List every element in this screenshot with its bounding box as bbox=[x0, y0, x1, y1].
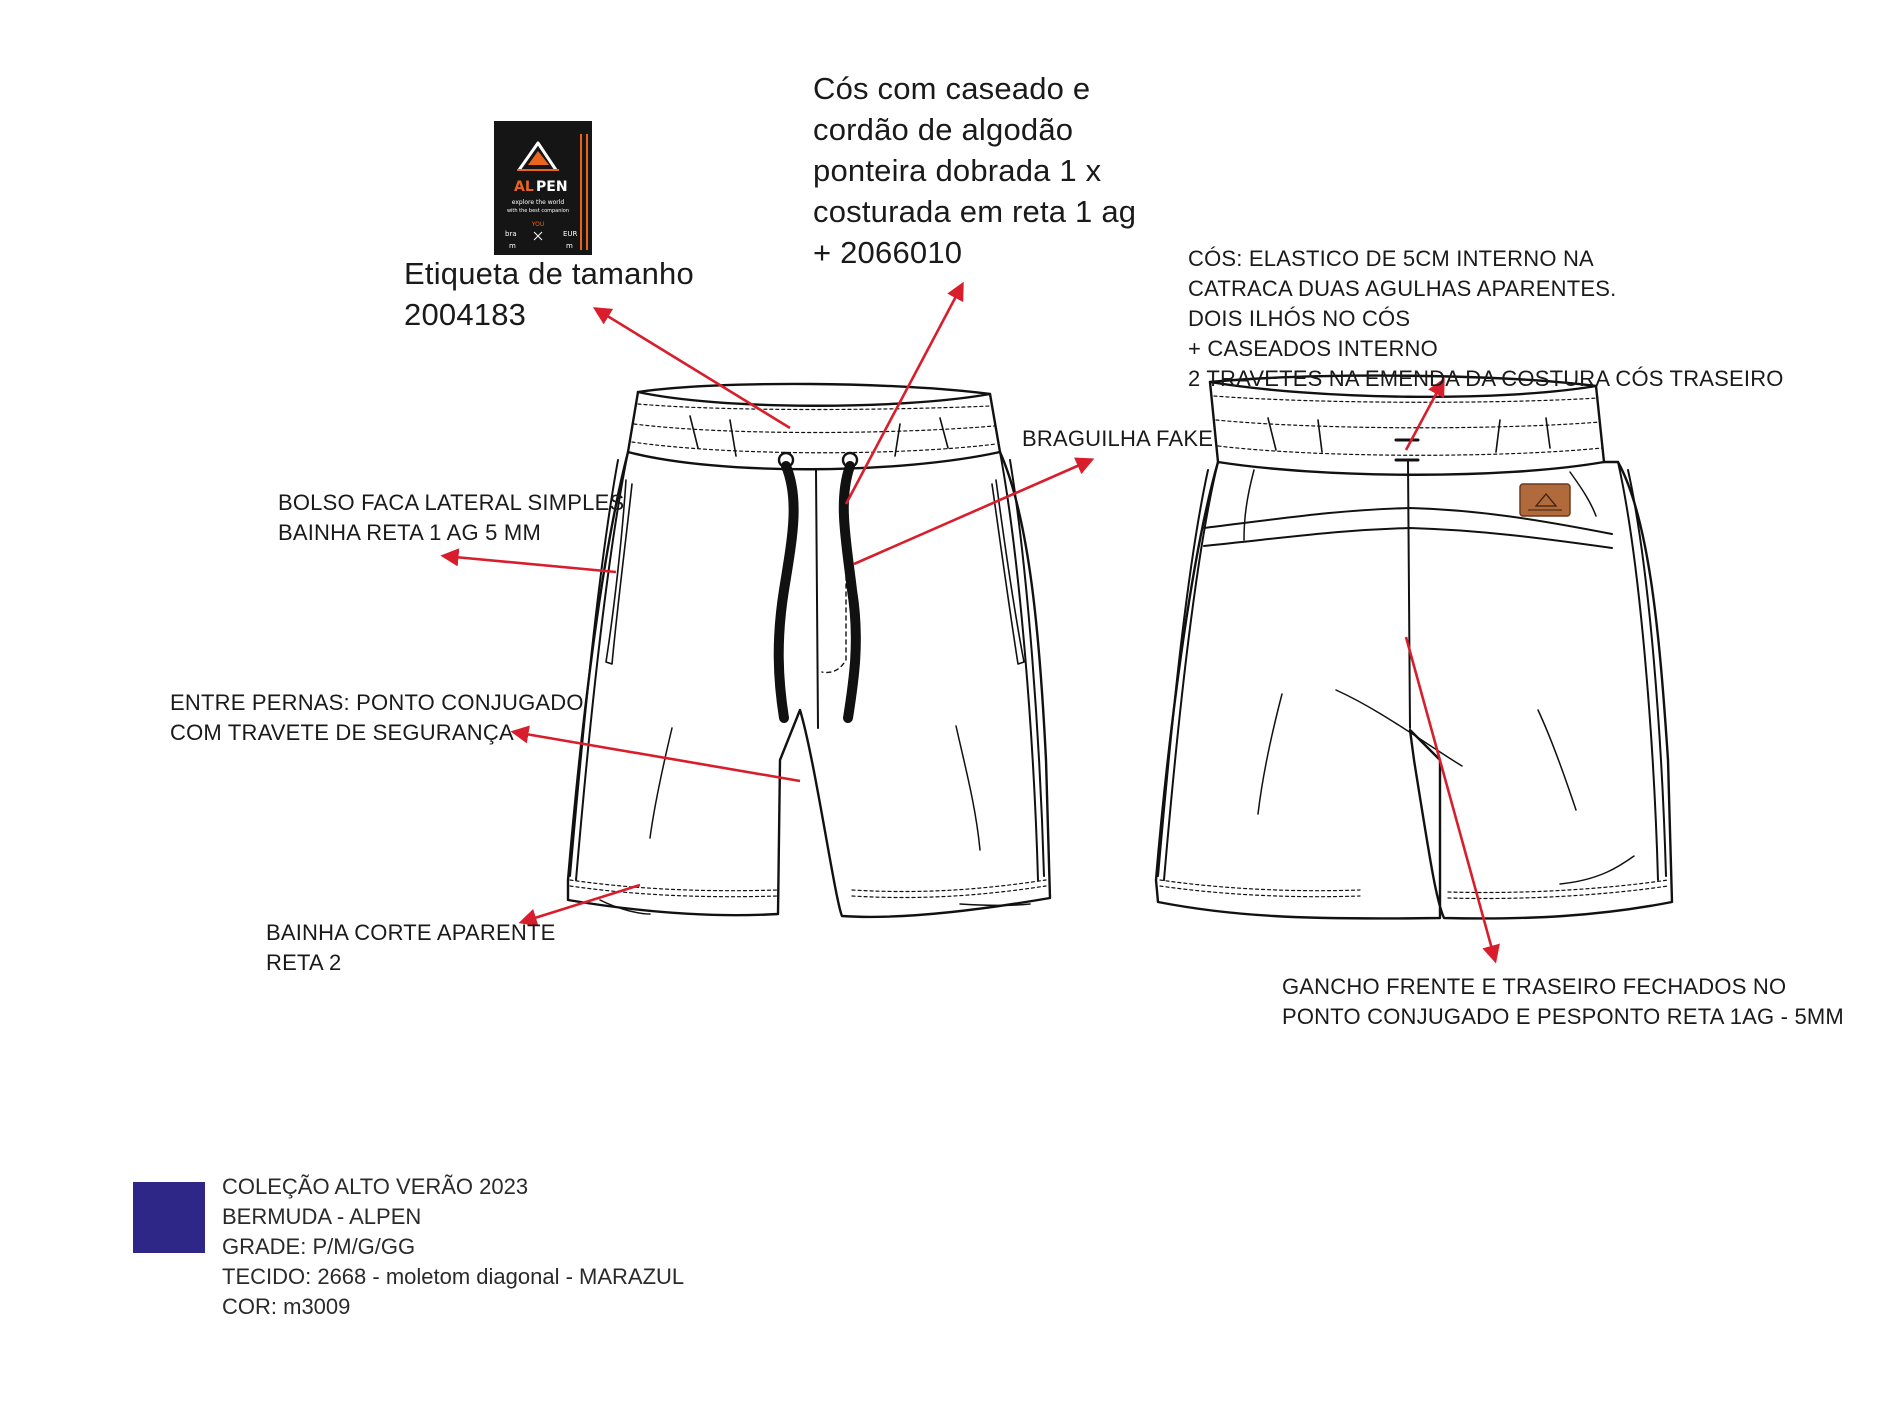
label-brand-2: PEN bbox=[536, 179, 568, 195]
front-waistband-top bbox=[638, 384, 990, 394]
shorts-back-view bbox=[1156, 376, 1672, 919]
spec-fabric: TECIDO: 2668 - moletom diagonal - MARAZUL bbox=[222, 1264, 685, 1289]
patch-rect bbox=[1520, 484, 1570, 516]
leather-patch bbox=[1520, 484, 1570, 516]
arrow-pocket bbox=[444, 556, 616, 572]
front-waistband bbox=[628, 392, 1000, 469]
annotation-inseam: ENTRE PERNAS: PONTO CONJUGADO COM TRAVETE DE SEGURANÇA bbox=[170, 690, 584, 745]
size-label-logo bbox=[494, 121, 592, 255]
label-right-bottom: m bbox=[566, 242, 573, 250]
label-left-bottom: m bbox=[509, 242, 516, 250]
front-body-outline bbox=[568, 452, 1050, 917]
color-swatch bbox=[133, 1182, 205, 1253]
annotation-size-label: Etiqueta de tamanho 2004183 bbox=[404, 256, 694, 332]
spec-grade: GRADE: P/M/G/GG bbox=[222, 1234, 416, 1259]
annotation-waistband-back: CÓS: ELASTICO DE 5CM INTERNO NA CATRACA DUAS AGULHAS APARENTES. DOIS ILHÓS NO CÓS + CASEADOS INTERNO 2 TRAVETES NA EMENDA DA COSTURA CÓS TRASEIRO bbox=[1188, 246, 1784, 391]
spec-product: BERMUDA - ALPEN bbox=[222, 1204, 422, 1229]
label-right-top: EUR bbox=[563, 230, 578, 238]
label-tagline-2: with the best companion bbox=[506, 208, 570, 214]
spec-collection: COLEÇÃO ALTO VERÃO 2023 bbox=[222, 1174, 529, 1199]
label-tagline-1: explore the world bbox=[511, 199, 565, 206]
spec-block bbox=[222, 1172, 684, 1322]
annotation-pocket: BOLSO FACA LATERAL SIMPLES BAINHA RETA 1 AG 5 MM bbox=[278, 490, 625, 545]
label-center: YOU bbox=[531, 221, 545, 228]
annotation-hem: BAINHA CORTE APARENTE RETA 2 bbox=[266, 920, 556, 975]
annotation-fly: BRAGUILHA FAKE bbox=[1022, 426, 1214, 451]
spec-color: COR: m3009 bbox=[222, 1294, 351, 1319]
label-brand-1: AL bbox=[514, 179, 534, 195]
annotation-rise: GANCHO FRENTE E TRASEIRO FECHADOS NO PONTO CONJUGADO E PESPONTO RETA 1AG - 5MM bbox=[1282, 974, 1844, 1029]
label-left-top: bra bbox=[505, 230, 517, 238]
shorts-front-view bbox=[568, 384, 1050, 917]
annotation-waistband-front: Cós com caseado e cordão de algodão ponteira dobrada 1 x costurada em reta 1 ag + 2066010 bbox=[813, 71, 1137, 270]
